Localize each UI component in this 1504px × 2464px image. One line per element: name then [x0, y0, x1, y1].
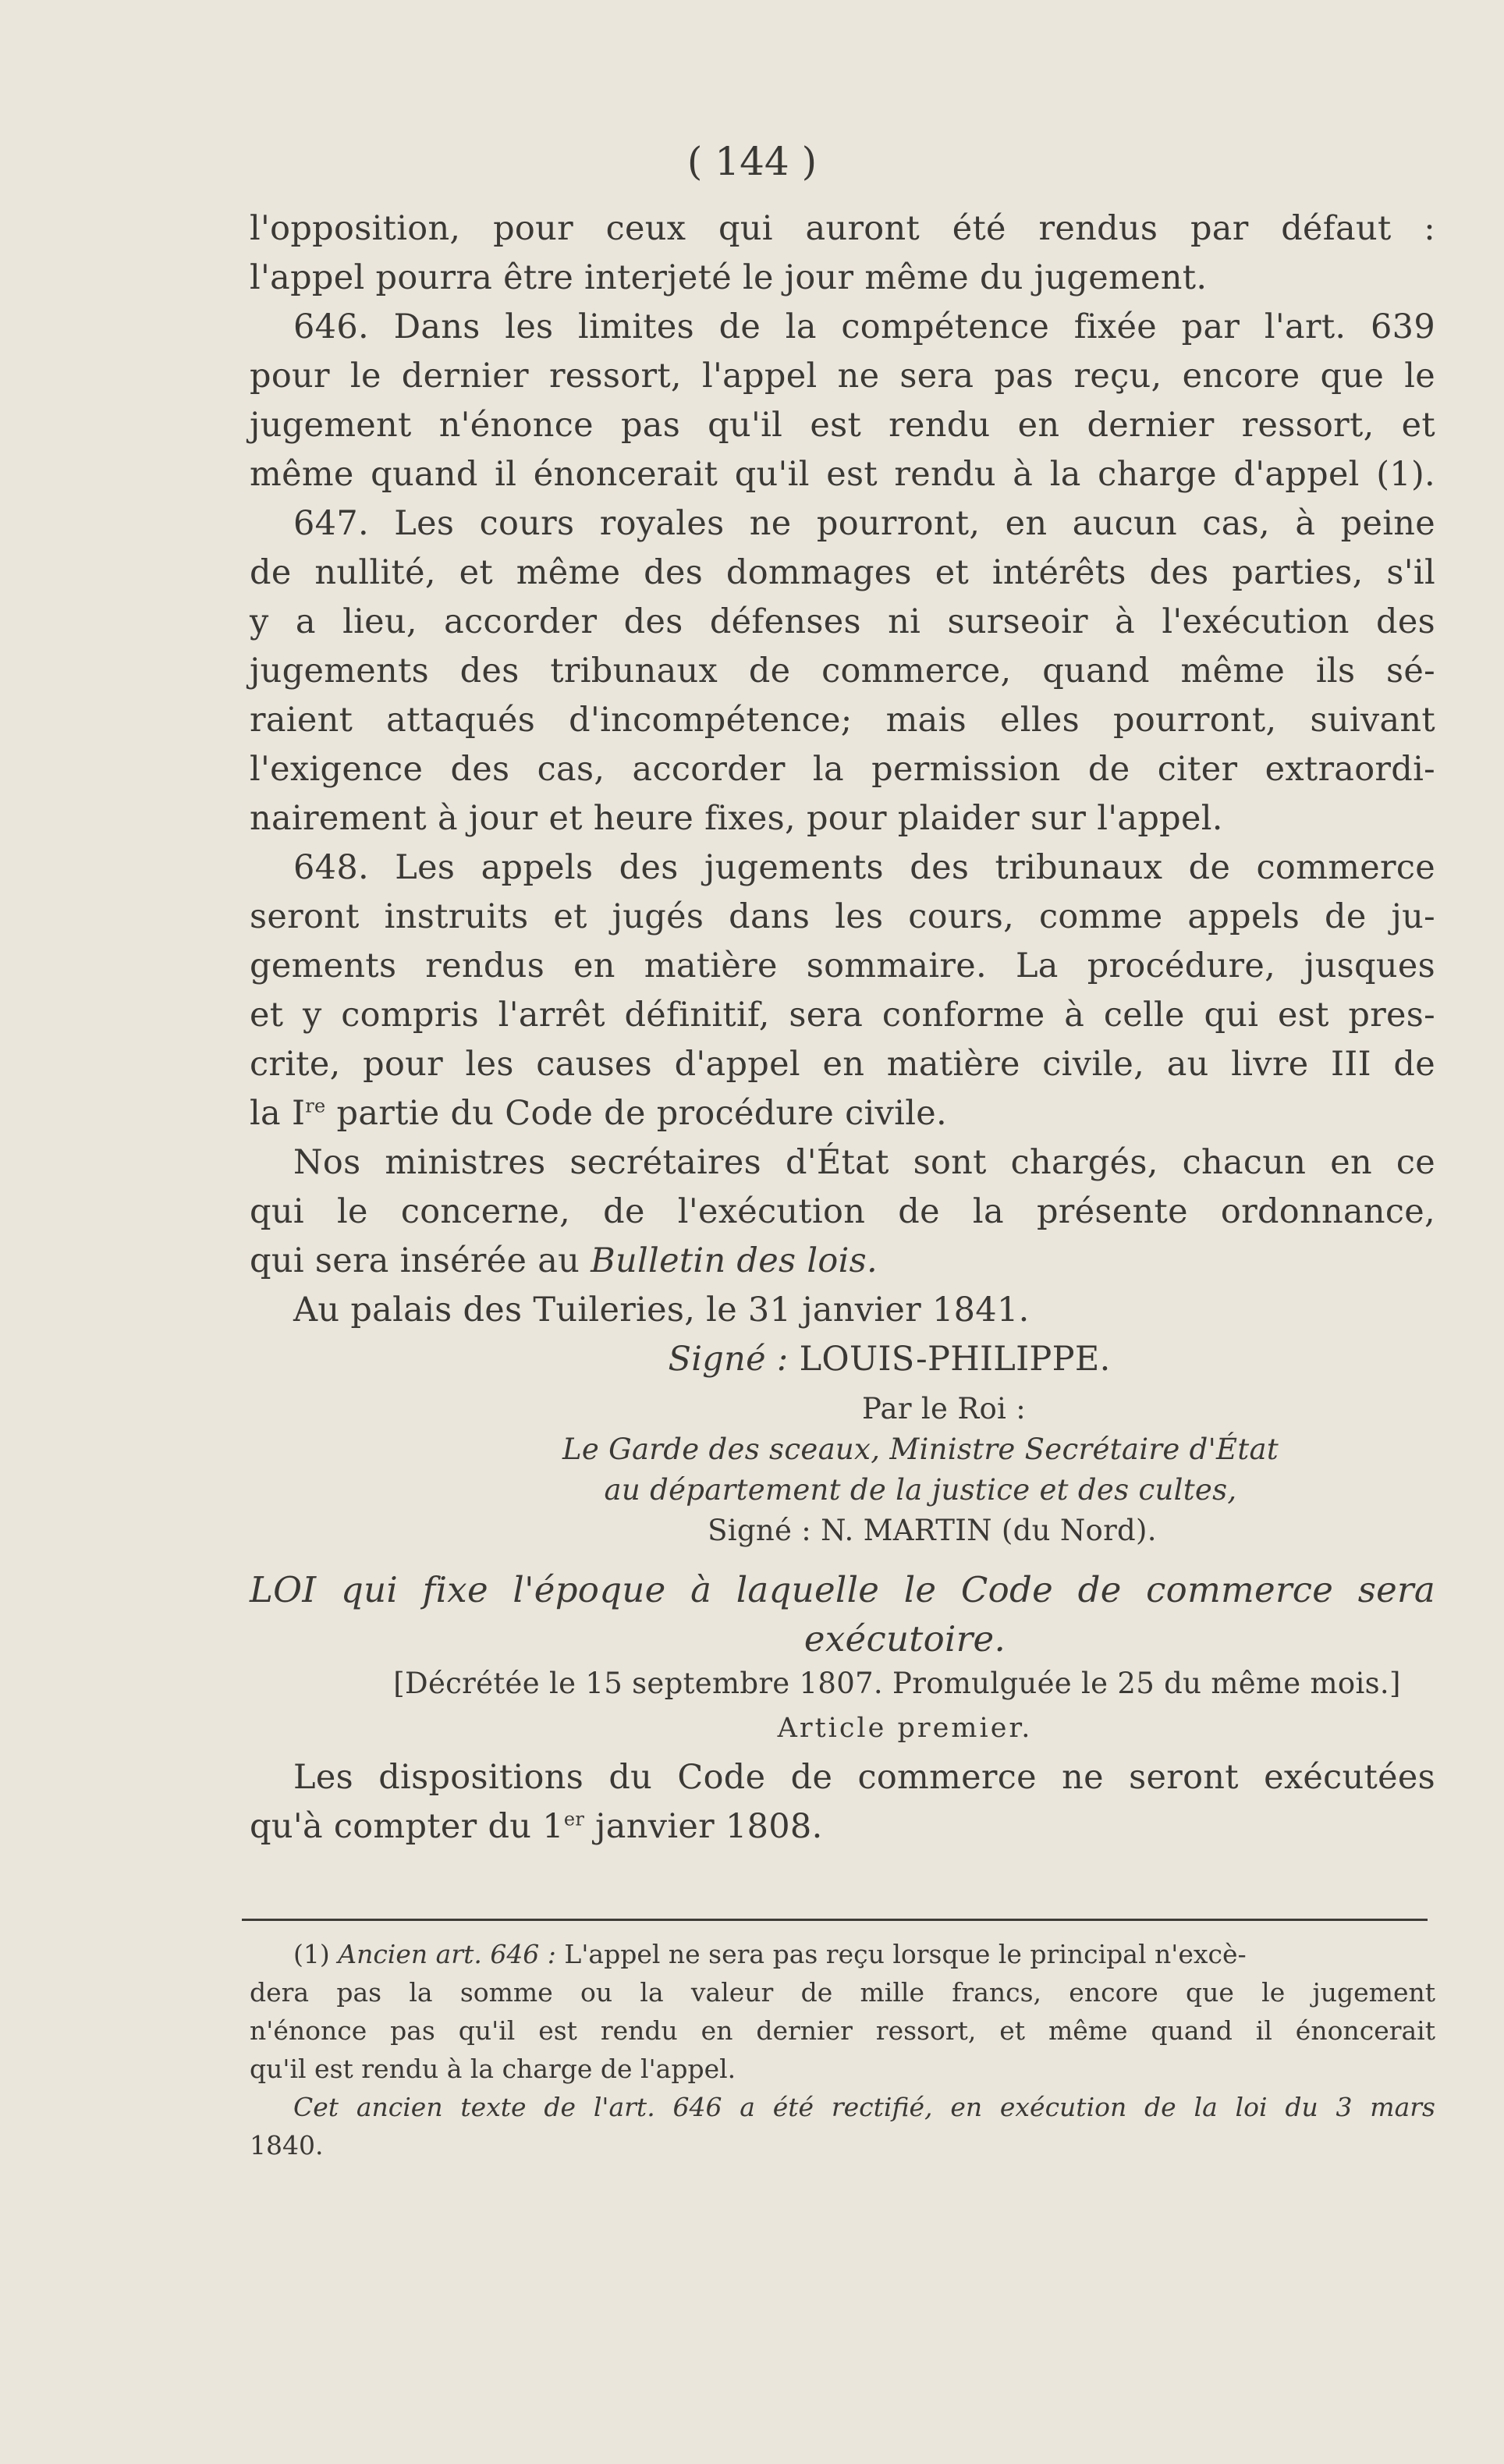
date-line: Au palais des Tuileries, le 31 janvier 1841.	[293, 1291, 1030, 1330]
article-text-line: Les dispositions du Code de commerce ne seront exécutées	[293, 1758, 1435, 1797]
loi-title-line: LOI qui fixe l'époque à laquelle le Code de commerce sera	[250, 1569, 1435, 1610]
bulletin-title: Bulletin des lois.	[591, 1241, 878, 1280]
text-segment: qu'à compter du 1	[250, 1807, 564, 1846]
signe-martin: Signé : N. MARTIN (du Nord).	[708, 1514, 1157, 1547]
text-line: l'opposition, pour ceux qui auront été rendus par défaut :	[250, 209, 1435, 248]
footnote-rule	[242, 1919, 1428, 1921]
footnote-marker: (1)	[293, 1939, 339, 1969]
article-648-line	[250, 1089, 1435, 1138]
article-646-line: 646. Dans les limites de la compétence fixée par l'art. 639	[293, 307, 1435, 346]
text-segment: qui sera insérée au	[250, 1241, 591, 1280]
article-648-line: gements rendus en matière sommaire. La procédure, jusques	[250, 946, 1435, 985]
footnote-line: n'énonce pas qu'il est rendu en dernier ressort, et même quand il énoncerait	[250, 2015, 1435, 2046]
text-segment: partie du Code de procédure civile.	[325, 1094, 947, 1133]
article-647-line: jugements des tribunaux de commerce, quand même ils sé-	[250, 652, 1435, 691]
signature-name: LOUIS-PHILIPPE.	[799, 1340, 1111, 1379]
article-648-line: crite, pour les causes d'appel en matière civile, au livre III de	[250, 1045, 1435, 1084]
ministres-line: Nos ministres secrétaires d'État sont chargés, chacun en ce	[293, 1143, 1435, 1182]
garde-line: Le Garde des sceaux, Ministre Secrétaire d'État	[562, 1433, 1279, 1466]
footnote-line: dera pas la somme ou la valeur de mille francs, encore que le jugement	[250, 1977, 1435, 2008]
superscript: re	[305, 1095, 326, 1117]
footnote-line	[250, 1935, 1435, 1973]
signature-label: Signé :	[668, 1340, 789, 1379]
text-segment: la I	[250, 1094, 306, 1133]
signature-line	[250, 1335, 1435, 1384]
article-647-line: 647. Les cours royales ne pourront, en aucun cas, à peine	[293, 504, 1435, 543]
article-646-line: pour le dernier ressort, l'appel ne sera pas reçu, encore que le	[250, 357, 1435, 396]
text-segment: L'appel ne sera pas reçu lorsque le principal n'excè-	[555, 1939, 1247, 1969]
garde-line: au département de la justice et des cultes,	[604, 1473, 1237, 1507]
article-heading: Article premier.	[777, 1713, 1033, 1744]
article-647-line: l'exigence des cas, accorder la permission de citer extraordi-	[250, 750, 1435, 789]
article-646-line: jugement n'énonce pas qu'il est rendu en dernier ressort, et	[250, 406, 1435, 445]
text-line: l'appel pourra être interjeté le jour même du jugement.	[250, 258, 1208, 297]
footnote-note: 1840.	[250, 2130, 324, 2160]
article-text-line	[250, 1802, 1435, 1852]
loi-title-line: exécutoire.	[803, 1618, 1006, 1660]
ministres-line	[250, 1237, 1435, 1286]
article-647-line: y a lieu, accorder des défenses ni surseoir à l'exécution des	[250, 602, 1435, 641]
footnote-note: Cet ancien texte de l'art. 646 a été rectifié, en exécution de la loi du 3 mars	[293, 2092, 1435, 2122]
main-text	[250, 204, 1435, 1852]
article-647-line: nairement à jour et heure fixes, pour plaider sur l'appel.	[250, 799, 1223, 838]
article-647-line: raient attaqués d'incompétence; mais elles pourront, suivant	[250, 701, 1435, 740]
footnotes	[250, 1935, 1435, 2164]
article-647-line: de nullité, et même des dommages et intérêts des parties, s'il	[250, 553, 1435, 592]
text-segment: janvier 1808.	[584, 1807, 823, 1846]
par-le-roi: Par le Roi :	[861, 1392, 1027, 1425]
article-646-line: même quand il énoncerait qu'il est rendu à la charge d'appel (1).	[250, 455, 1435, 494]
superscript: er	[563, 1808, 585, 1830]
article-648-line: seront instruits et jugés dans les cours, comme appels de ju-	[250, 897, 1435, 936]
footnote-ancien: Ancien art. 646 :	[338, 1939, 556, 1969]
page-number: ( 144 )	[686, 139, 818, 184]
ministres-line: qui le concerne, de l'exécution de la présente ordonnance,	[250, 1192, 1435, 1231]
article-648-line: 648. Les appels des jugements des tribunaux de commerce	[293, 848, 1435, 887]
footnote-line: qu'il est rendu à la charge de l'appel.	[250, 2054, 736, 2084]
decree-line: [Décrétée le 15 septembre 1807. Promulguée le 25 du même mois.]	[393, 1667, 1401, 1700]
article-648-line: et y compris l'arrêt définitif, sera conforme à celle qui est pres-	[250, 996, 1435, 1035]
